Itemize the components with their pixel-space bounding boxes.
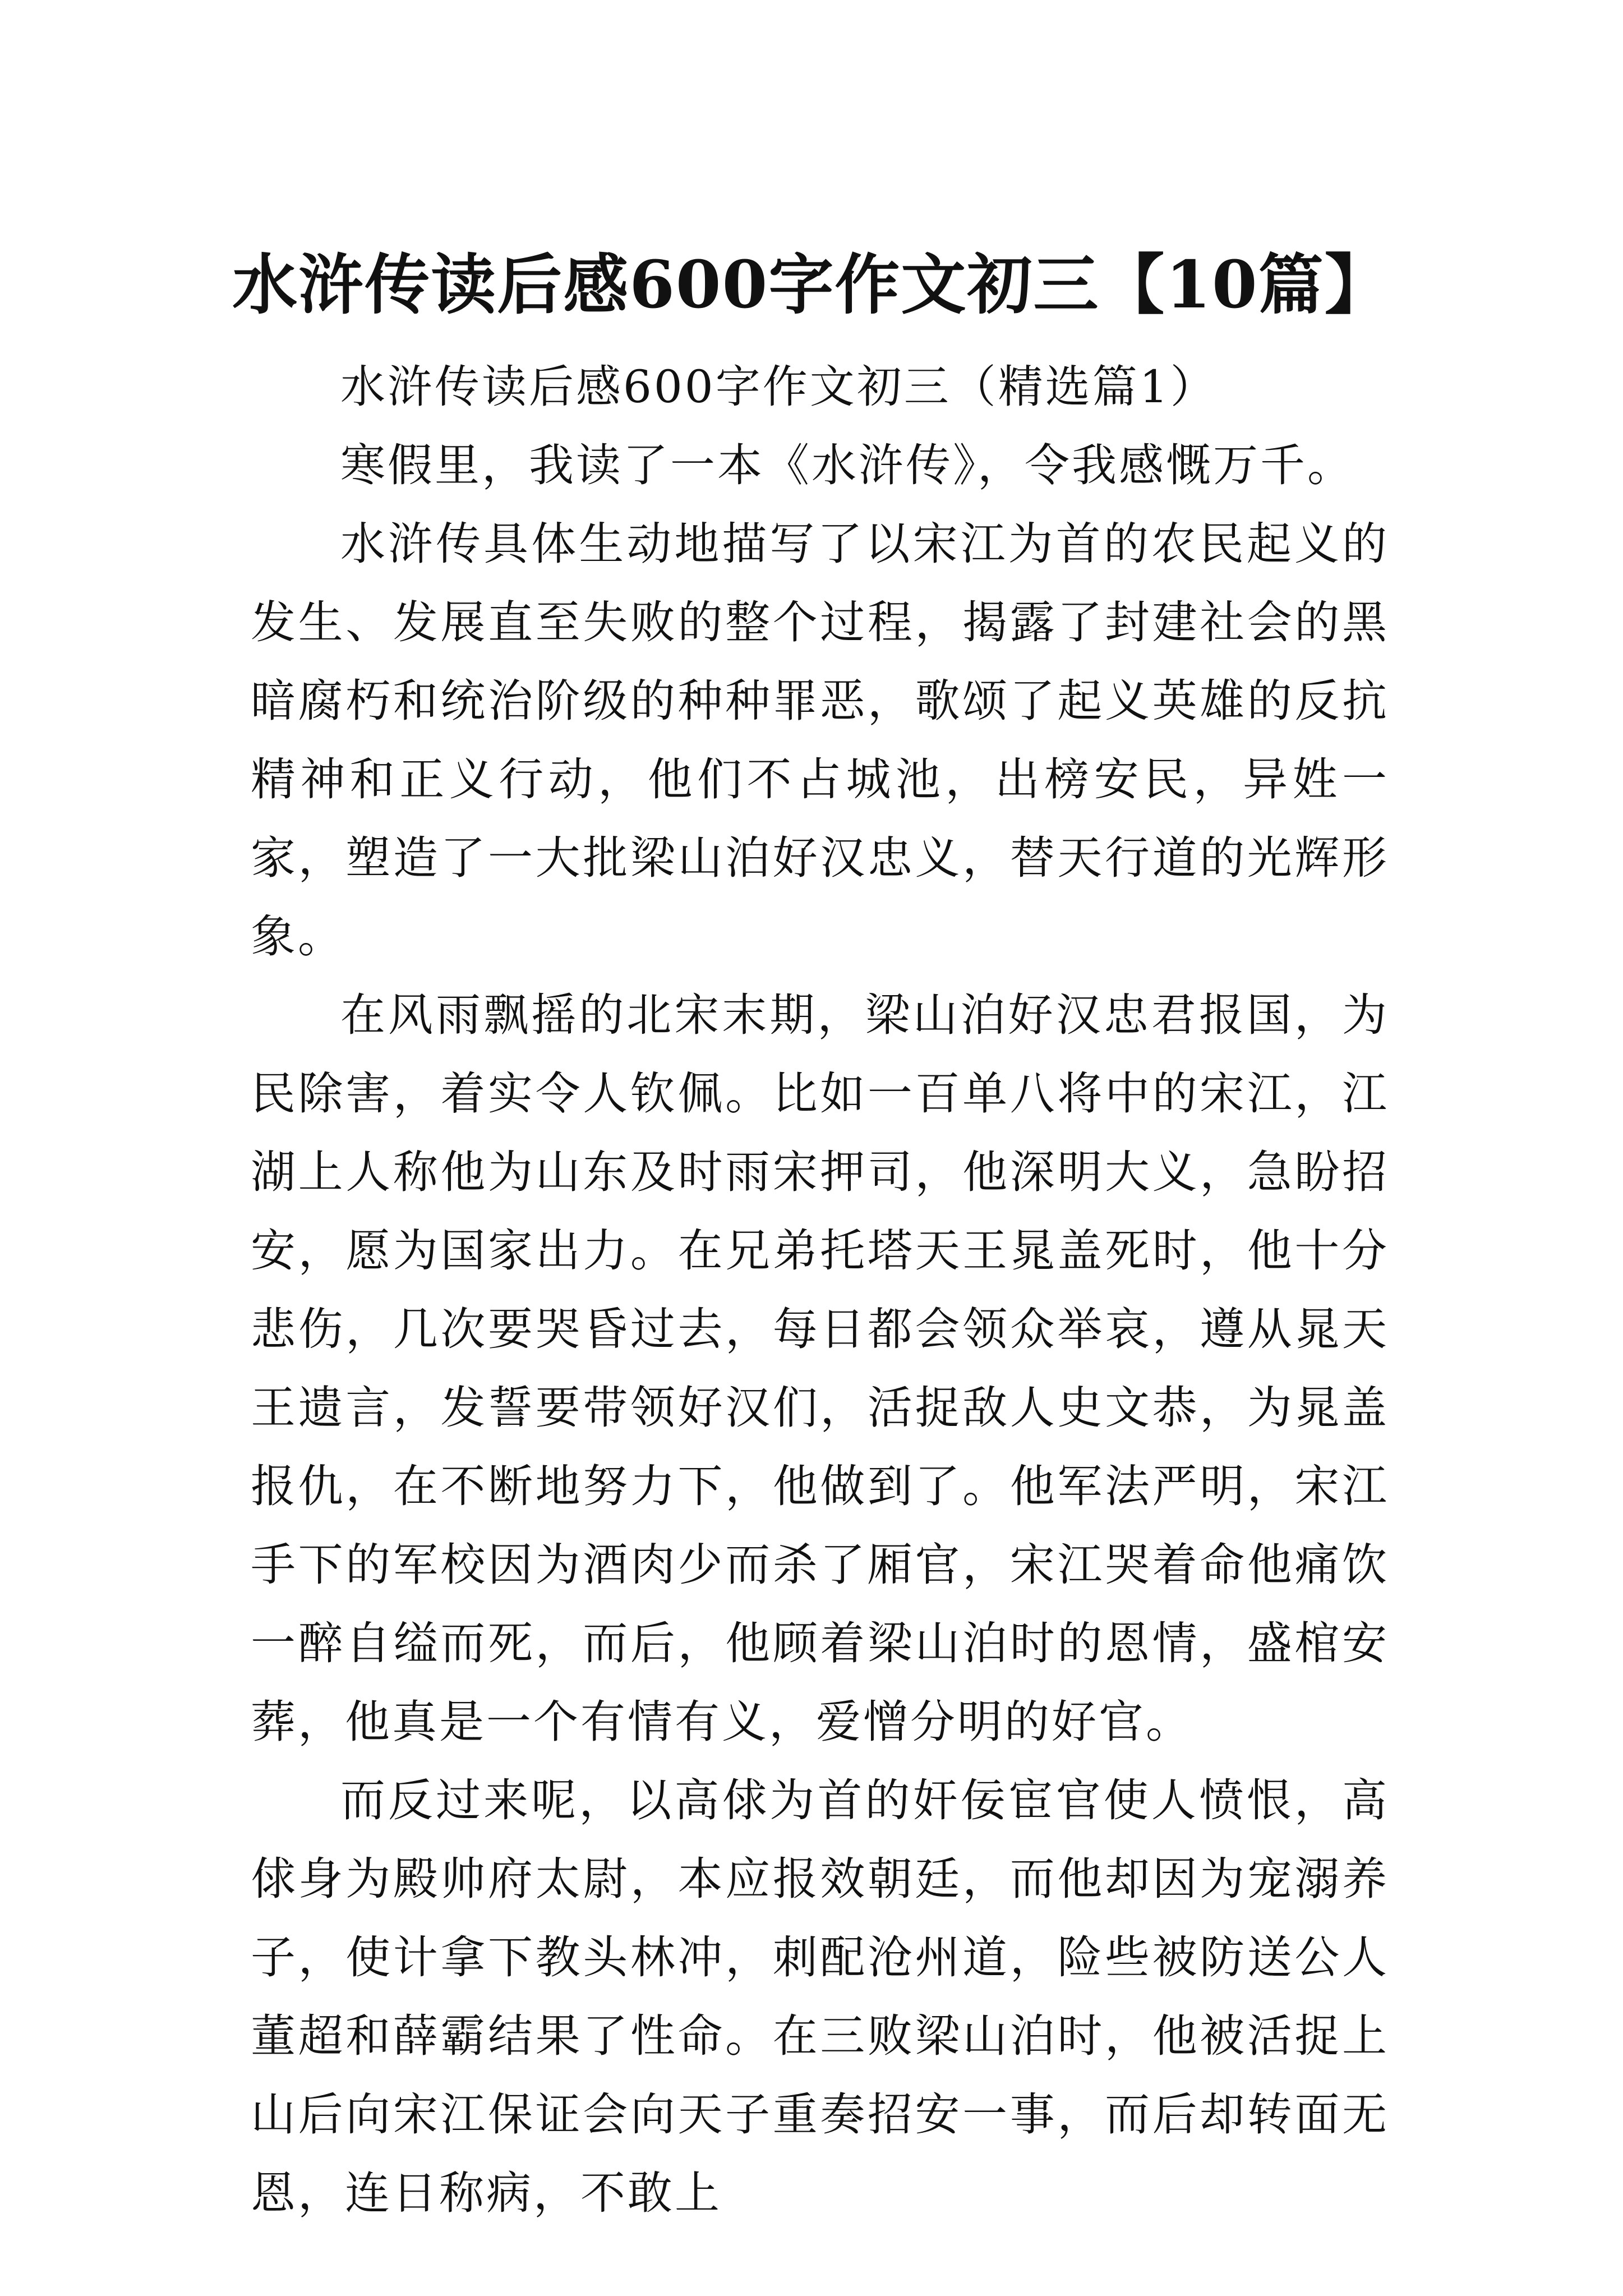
paragraph: 寒假里，我读了一本《水浒传》，令我感慨万千。 [340, 439, 1354, 491]
paragraph: 在风雨飘摇的北宋末期，梁山泊好汉忠君报国，为民除害，着实令人钦佩。比如一百单八将中的宋江，江湖上人称他为山东及时雨宋押司，他深明大义，急盼招安，愿为国家出力。在兄弟托塔天王晁盖死时，他十分悲伤，几次要哭昏过去，每日都会领众举哀，遵从晁天王遗言，发誓要带领好汉们，活捉敌人史文恭，为晁盖报仇，在不断地努力下，他做到了。他军法严明，宋江手下的军校因为酒肉少而杀了厢官，宋江哭着命他痛饮一醉自缢而死，而后，他顾着梁山泊时的恩情，盛棺安葬，他真是一个有情有义，爱憎分明的好官。 [251, 989, 1389, 1748]
paragraph: 水浒传具体生动地描写了以宋江为首的农民起义的发生、发展直至失败的整个过程，揭露了封建社会的黑暗腐朽和统治阶级的种种罪恶，歌颂了起义英雄的反抗精神和正义行动，他们不占城池，出榜安民，异姓一家，塑造了一大批梁山泊好汉忠义，替天行道的光辉形象。 [251, 518, 1389, 963]
document-body [251, 348, 1389, 2233]
paragraph: 而反过来呢，以高俅为首的奸佞宦官使人愤恨，高俅身为殿帅府太尉，本应报效朝廷，而他却因为宠溺养子，使计拿下教头林冲，刺配沧州道，险些被防送公人董超和薛霸结果了性命。在三败梁山泊时，他被活捉上山后向宋江保证会向天子重奏招安一事，而后却转面无恩，连日称病，不敢上 [251, 1774, 1389, 2219]
document-title: 水浒传读后感600字作文初三【10篇】 [232, 246, 1391, 323]
section-heading: 水浒传读后感600字作文初三（精选篇1） [340, 361, 1218, 413]
